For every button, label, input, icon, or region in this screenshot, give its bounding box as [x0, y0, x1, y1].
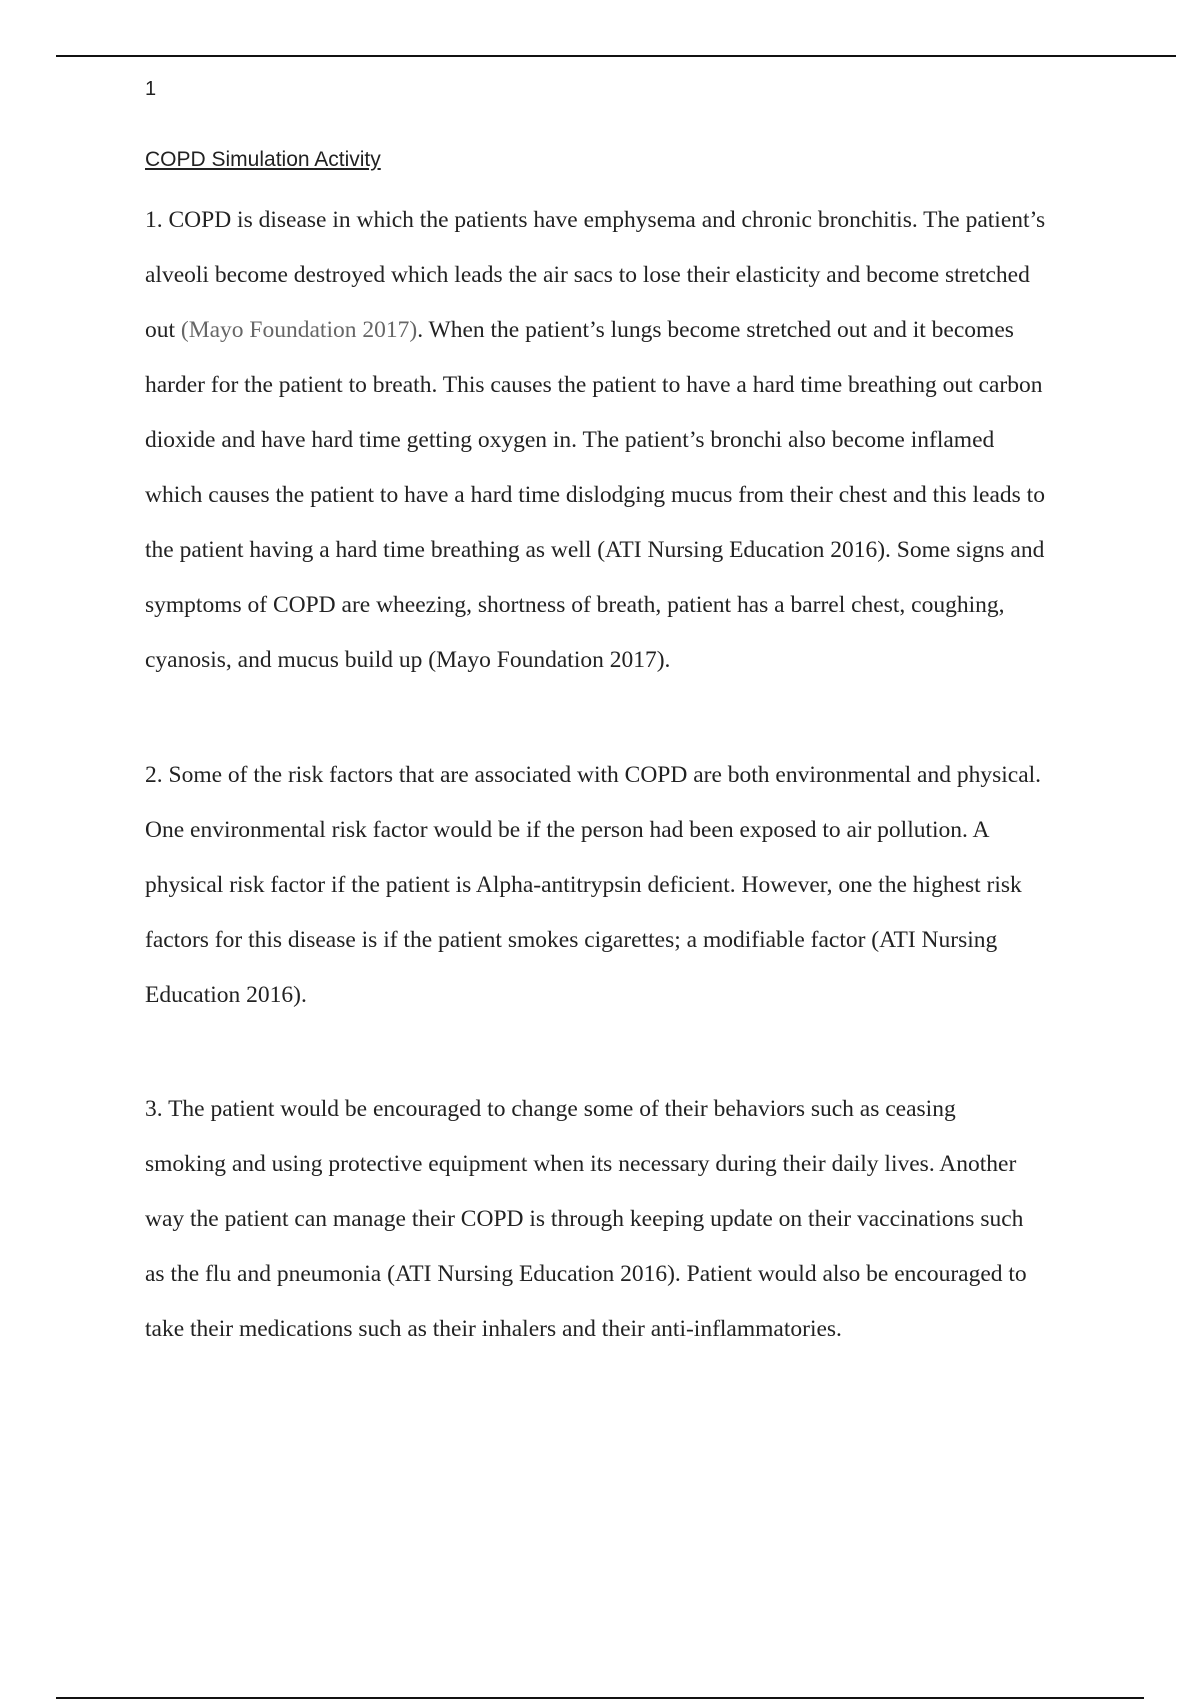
paragraph-line: as the flu and pneumonia (ATI Nursing Education 2016). Patient would also be encouraged to: [145, 1261, 1027, 1287]
paragraph-line: smoking and using protective equipment when its necessary during their daily lives. Another: [145, 1151, 1017, 1177]
paragraph-line: 3. The patient would be encouraged to change some of their behaviors such as ceasing: [145, 1096, 956, 1122]
paragraph-line: take their medications such as their inhalers and their anti-inflammatories.: [145, 1316, 842, 1342]
paragraph-line: symptoms of COPD are wheezing, shortness of breath, patient has a barrel chest, coughing,: [145, 592, 1005, 618]
paragraph-line: One environmental risk factor would be if the person had been exposed to air pollution. A: [145, 817, 990, 843]
paragraph-line: dioxide and have hard time getting oxygen in. The patient’s bronchi also become inflamed: [145, 427, 995, 453]
line-text: out: [145, 317, 181, 343]
footer-rule: [56, 1697, 1144, 1699]
paragraph-line: [145, 308, 1105, 363]
document-title: COPD Simulation Activity: [145, 148, 381, 171]
paragraph-line: 1. COPD is disease in which the patients have emphysema and chronic bronchitis. The patient’s: [145, 207, 1046, 233]
header-rule: [56, 55, 1176, 57]
paragraph-line: the patient having a hard time breathing as well (ATI Nursing Education 2016). Some signs and: [145, 537, 1045, 563]
paragraph-1: [145, 198, 1105, 693]
paragraph-line: alveoli become destroyed which leads the air sacs to lose their elasticity and become stretched: [145, 262, 1030, 288]
paragraph-2: [145, 753, 1105, 1028]
paragraph-line: physical risk factor if the patient is Alpha-antitrypsin deficient. However, one the highest risk: [145, 872, 1022, 898]
line-text: . When the patient’s lungs become stretched out and it becomes: [417, 317, 1014, 343]
paragraph-line: 2. Some of the risk factors that are associated with COPD are both environmental and physical.: [145, 762, 1042, 788]
paragraph-3: [145, 1087, 1105, 1362]
paragraph-line: harder for the patient to breath. This causes the patient to have a hard time breathing out carbon: [145, 372, 1043, 398]
paragraph-line: Education 2016).: [145, 982, 307, 1008]
paragraph-line: factors for this disease is if the patient smokes cigarettes; a modifiable factor (ATI Nursing: [145, 927, 998, 953]
paragraph-line: cyanosis, and mucus build up (Mayo Foundation 2017).: [145, 647, 671, 673]
paragraph-line: which causes the patient to have a hard time dislodging mucus from their chest and this leads to: [145, 482, 1045, 508]
citation: (Mayo Foundation 2017): [180, 317, 418, 343]
paragraph-line: way the patient can manage their COPD is through keeping update on their vaccinations such: [145, 1206, 1024, 1232]
page-number: 1: [145, 78, 157, 100]
